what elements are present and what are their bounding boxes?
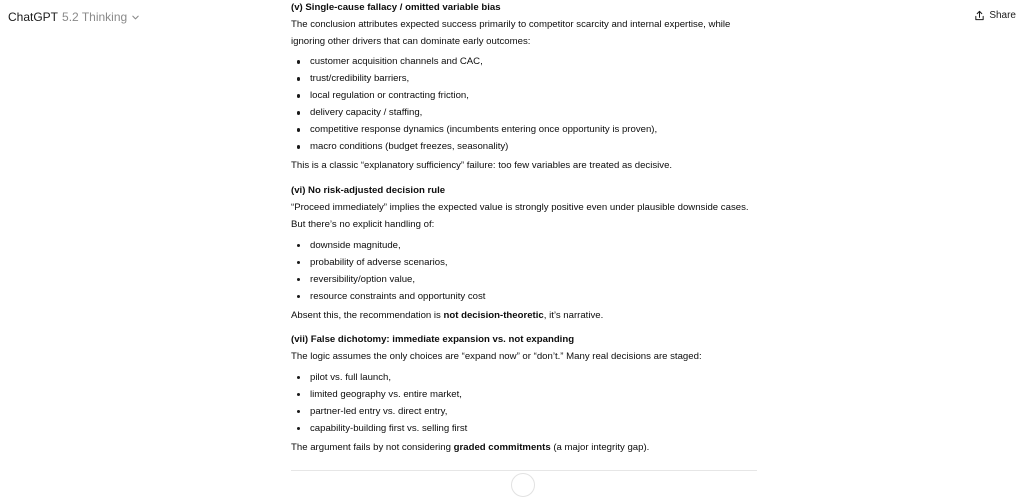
list-item: pilot vs. full launch, [291,369,757,386]
closing-text-pre: The argument fails by not considering [291,441,454,453]
closing-text-post: , it’s narrative. [543,309,604,321]
list-item: delivery capacity / staffing, [291,104,757,121]
list-item: probability of adverse scenarios, [291,254,757,271]
closing-emphasis: graded commitments [453,441,551,453]
section-vi-list [291,237,757,305]
section-vi-intro-line-1: “Proceed immediately” implies the expected value is strongly positive even under plausible downside cases. [291,201,749,213]
share-button[interactable] [974,10,1016,21]
closing-text-post: (a major integrity gap). [550,441,650,453]
list-item: capability-building first vs. selling first [291,420,757,437]
model-version: 5.2 Thinking [62,10,128,24]
list-item: resource constraints and opportunity cost [291,288,757,305]
list-item: partner-led entry vs. direct entry, [291,403,757,420]
section-v-list [291,53,757,155]
section-v-intro-line-2: ignoring other drivers that can dominate early outcomes: [291,35,531,47]
section-title-vi: (vi) No risk-adjusted decision rule [291,185,446,197]
section-vi-intro-line-2: But there’s no explicit handling of: [291,218,435,230]
model-name: ChatGPT [8,10,59,24]
section-v-intro-line-1: The conclusion attributes expected success primarily to competitor scarcity and internal expertise, while [291,18,731,30]
share-icon [974,10,985,21]
list-item: macro conditions (budget freezes, seasonality) [291,138,757,155]
list-item: limited geography vs. entire market, [291,386,757,403]
list-item: local regulation or contracting friction, [291,87,757,104]
list-item: reversibility/option value, [291,271,757,288]
closing-emphasis: not decision-theoretic [443,309,544,321]
list-item: customer acquisition channels and CAC, [291,53,757,70]
section-vii-intro-line-1: The logic assumes the only choices are “expand now” or “don’t.” Many real decisions are staged: [291,351,702,363]
section-v-closing: This is a classic “explanatory sufficiency” failure: too few variables are treated as decisive. [291,160,673,172]
list-item: downside magnitude, [291,237,757,254]
share-label: Share [989,10,1016,21]
section-title-vii: (vii) False dichotomy: immediate expansion vs. not expanding [291,334,575,346]
list-item: competitive response dynamics (incumbents entering once opportunity is proven), [291,121,757,138]
chevron-down-icon [131,13,140,22]
section-vii-list [291,369,757,437]
assistant-message [291,0,757,457]
message-divider [291,470,757,471]
closing-text-pre: Absent this, the recommendation is [291,309,444,321]
section-vii-closing [291,440,757,457]
scroll-to-bottom-button[interactable] [511,473,535,497]
section-title-v: (v) Single-cause fallacy / omitted variable bias [291,2,501,13]
list-item: trust/credibility barriers, [291,70,757,87]
model-switcher[interactable] [8,10,140,24]
section-vi-closing [291,308,757,325]
